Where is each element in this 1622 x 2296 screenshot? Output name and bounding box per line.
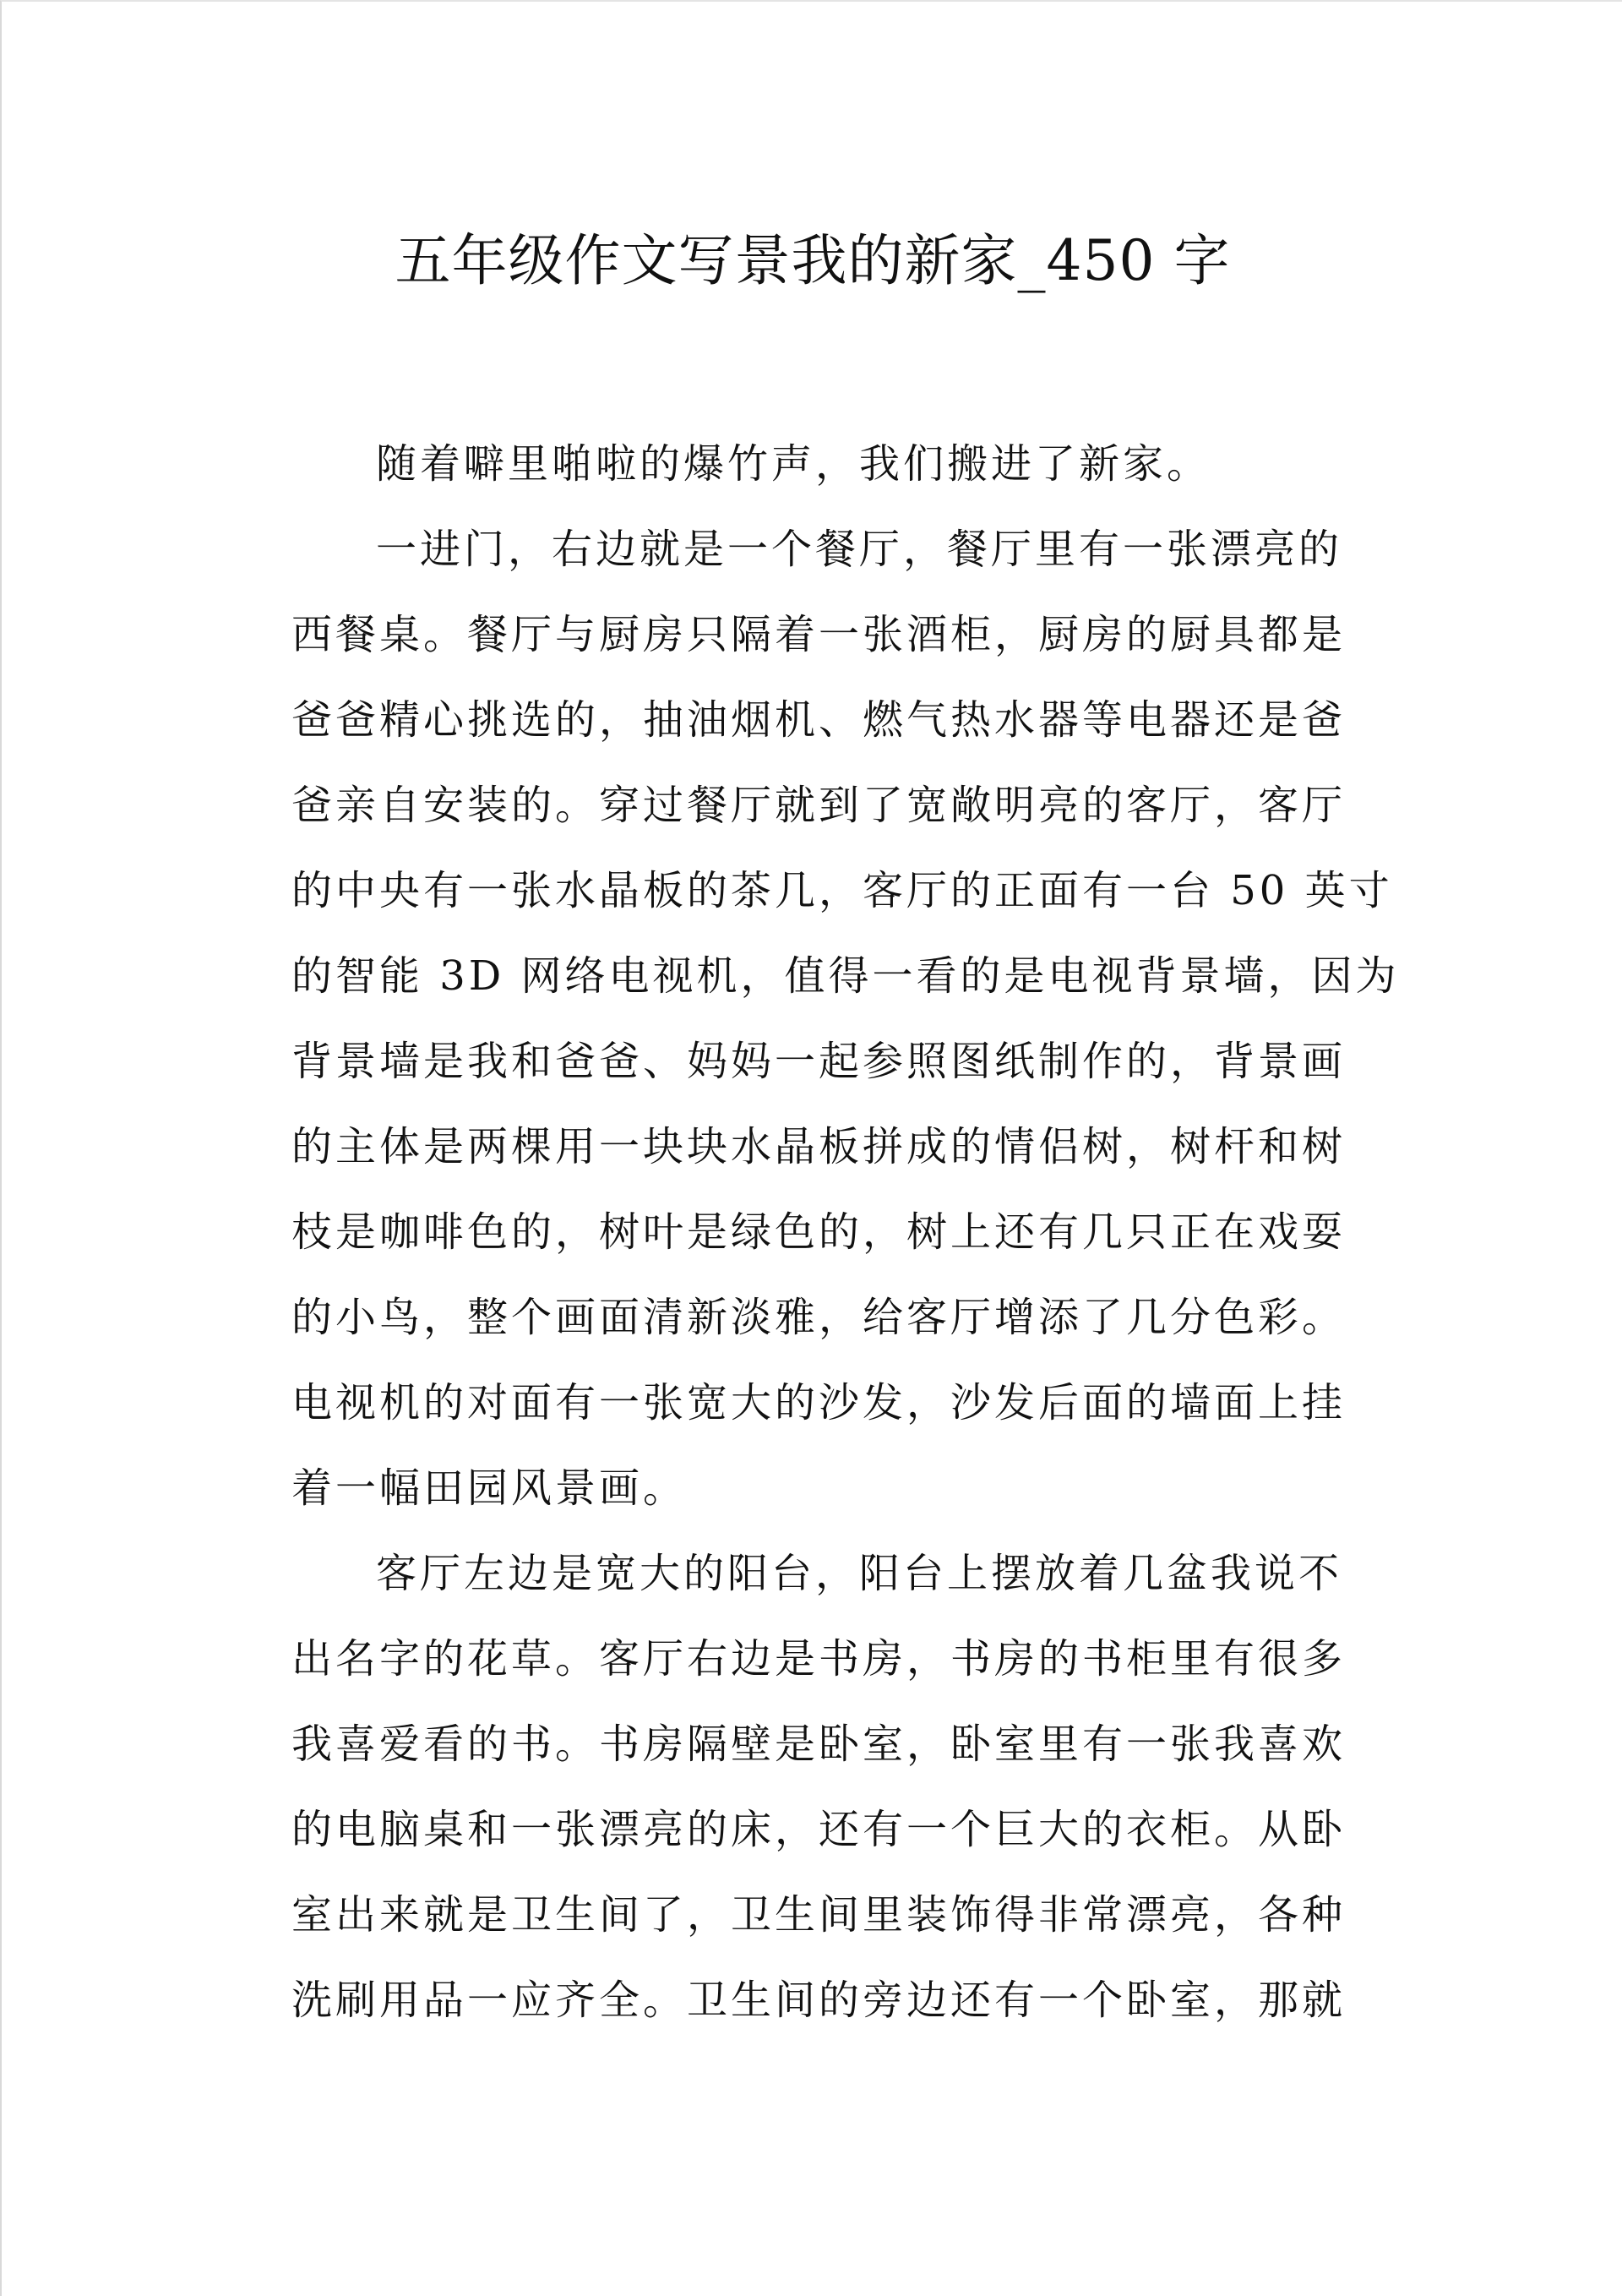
text-line: 的智能 3D 网络电视机，值得一看的是电视背景墙，因为 xyxy=(291,952,1400,1000)
text-line: 着一幅田园风景画。 xyxy=(291,1464,688,1512)
document-title: 五年级作文写景我的新家_450 字 xyxy=(395,228,1231,293)
text-line: 我喜爱看的书。书房隔壁是卧室，卧室里有一张我喜欢 xyxy=(291,1721,1347,1768)
text-line: 的小鸟，整个画面清新淡雅，给客厅增添了几分色彩。 xyxy=(291,1294,1347,1341)
text-line: 的电脑桌和一张漂亮的床，还有一个巨大的衣柜。从卧 xyxy=(291,1806,1347,1853)
text-line: 电视机的对面有一张宽大的沙发，沙发后面的墙面上挂 xyxy=(291,1379,1347,1426)
text-line: 西餐桌。餐厅与厨房只隔着一张酒柜，厨房的厨具都是 xyxy=(291,611,1347,658)
text-line: 枝是咖啡色的，树叶是绿色的，树上还有几只正在戏耍 xyxy=(291,1208,1347,1256)
text-line: 爸亲自安装的。穿过餐厅就到了宽敞明亮的客厅，客厅 xyxy=(291,782,1347,829)
text-line: 洗刷用品一应齐全。卫生间的旁边还有一个卧室，那就 xyxy=(291,1977,1347,2024)
text-line: 出名字的花草。客厅右边是书房，书房的书柜里有很多 xyxy=(291,1635,1347,1682)
text-line: 的主体是两棵用一块块水晶板拼成的情侣树，树杆和树 xyxy=(291,1123,1347,1170)
text-line: 的中央有一张水晶板的茶几，客厅的正面有一台 50 英寸 xyxy=(291,867,1393,914)
text-line: 客厅左边是宽大的阳台，阳台上摆放着几盆我说不 xyxy=(376,1550,1343,1597)
text-line: 随着噼里啪啦的爆竹声，我们搬进了新家。 xyxy=(376,440,1211,488)
text-line: 一进门，右边就是一个餐厅，餐厅里有一张漂亮的 xyxy=(376,526,1343,573)
document-body xyxy=(291,422,1400,2043)
text-line: 室出来就是卫生间了，卫生间里装饰得非常漂亮，各种 xyxy=(291,1891,1347,1939)
text-line: 爸爸精心挑选的，抽油烟机、燃气热水器等电器还是爸 xyxy=(291,696,1347,744)
text-line: 背景墙是我和爸爸、妈妈一起参照图纸制作的，背景画 xyxy=(291,1038,1347,1085)
